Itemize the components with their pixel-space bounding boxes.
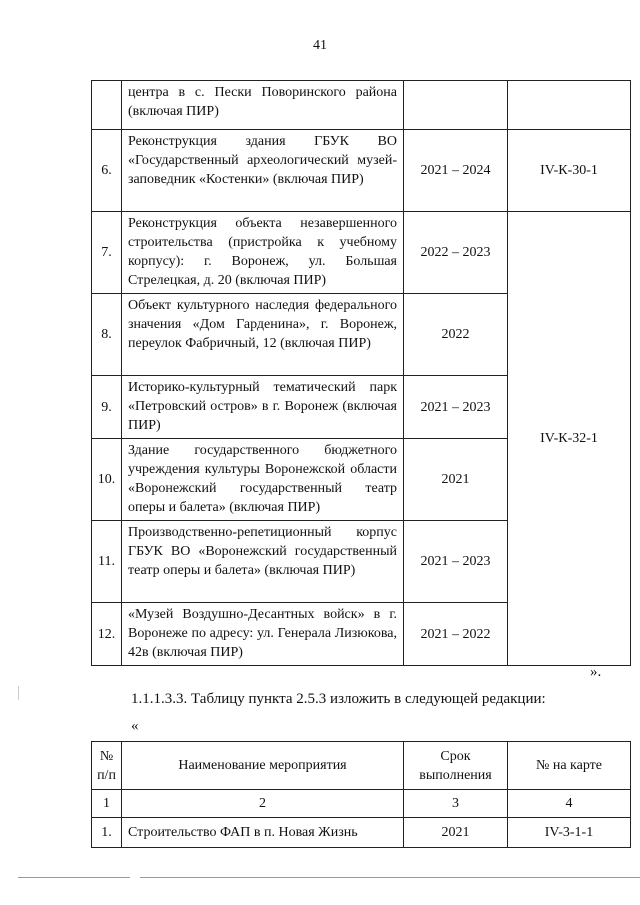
project-period: 2021 [404,439,508,521]
footer-rule-right [140,877,640,878]
map-code [508,81,631,130]
project-description: «Музей Воздушно-Десантных войск» в г. Воронеже по адресу: ул. Генерала Лизюкова, 42в (включая ПИР) [122,603,404,666]
index-cell: 3 [404,790,508,818]
index-cell: 1 [92,790,122,818]
project-description: Реконструкция здания ГБУК ВО «Государственный археологический музей-заповедник «Костенки» (включая ПИР) [122,130,404,212]
table-row [92,130,631,212]
header-number [92,742,122,790]
project-period: 2021 – 2022 [404,603,508,666]
index-row [92,790,631,818]
row-number: 9. [92,376,122,439]
row-number: 1. [92,818,122,848]
index-cell: 2 [122,790,404,818]
row-number: 12. [92,603,122,666]
map-code: IV-К-32-1 [508,212,631,666]
measures-table [91,741,631,848]
row-number: 6. [92,130,122,212]
map-code: IV-3-1-1 [508,818,631,848]
row-number: 8. [92,294,122,376]
header-period [404,742,508,790]
opening-quote: « [131,718,139,734]
header-number-line2: п/п [97,767,116,783]
project-description: Производственно-репетиционный корпус ГБУК ВО «Воронежский государственный театр оперы и балета» (включая ПИР) [122,521,404,603]
table-row [92,81,631,130]
projects-table [91,80,631,666]
project-description: Историко-культурный тематический парк «Петровский остров» в г. Воронеж (включая ПИР) [122,376,404,439]
measure-name: Строительство ФАП в п. Новая Жизнь [122,818,404,848]
footer-rule-left [18,877,130,878]
project-period: 2022 – 2023 [404,212,508,294]
table-header-row [92,742,631,790]
row-number: 11. [92,521,122,603]
project-description: Реконструкция объекта незавершенного строительства (пристройка к учебному корпусу): г. Воронеж, ул. Большая Стрелецкая, д. 20 (включая ПИР) [122,212,404,294]
table-row [92,212,631,294]
project-period: 2021 – 2024 [404,130,508,212]
index-cell: 4 [508,790,631,818]
row-number: 7. [92,212,122,294]
measure-period: 2021 [404,818,508,848]
project-period: 2021 – 2023 [404,376,508,439]
map-code: IV-К-30-1 [508,130,631,212]
instruction-paragraph: 1.1.1.3.3. Таблицу пункта 2.5.3 изложить в следующей редакции: [131,691,546,707]
header-map: № на карте [508,742,631,790]
project-description: центра в с. Пески Поворинского района (включая ПИР) [122,81,404,130]
row-number [92,81,122,130]
header-period-line1: Срок [440,748,471,764]
closing-quote: ». [590,664,602,680]
header-name: Наименование мероприятия [122,742,404,790]
project-period [404,81,508,130]
page-number: 41 [313,38,327,53]
row-number: 10. [92,439,122,521]
margin-mark [18,686,19,700]
table-row [92,818,631,848]
project-period: 2022 [404,294,508,376]
project-period: 2021 – 2023 [404,521,508,603]
project-description: Объект культурного наследия федерального значения «Дом Гарденина», г. Воронеж, переулок Фабричный, 12 (включая ПИР) [122,294,404,376]
header-number-line1: № [99,748,114,764]
header-period-line2: выполнения [419,767,492,783]
project-description: Здание государственного бюджетного учреждения культуры Воронежской области «Воронежский государственный театр оперы и балета» (включая ПИР) [122,439,404,521]
